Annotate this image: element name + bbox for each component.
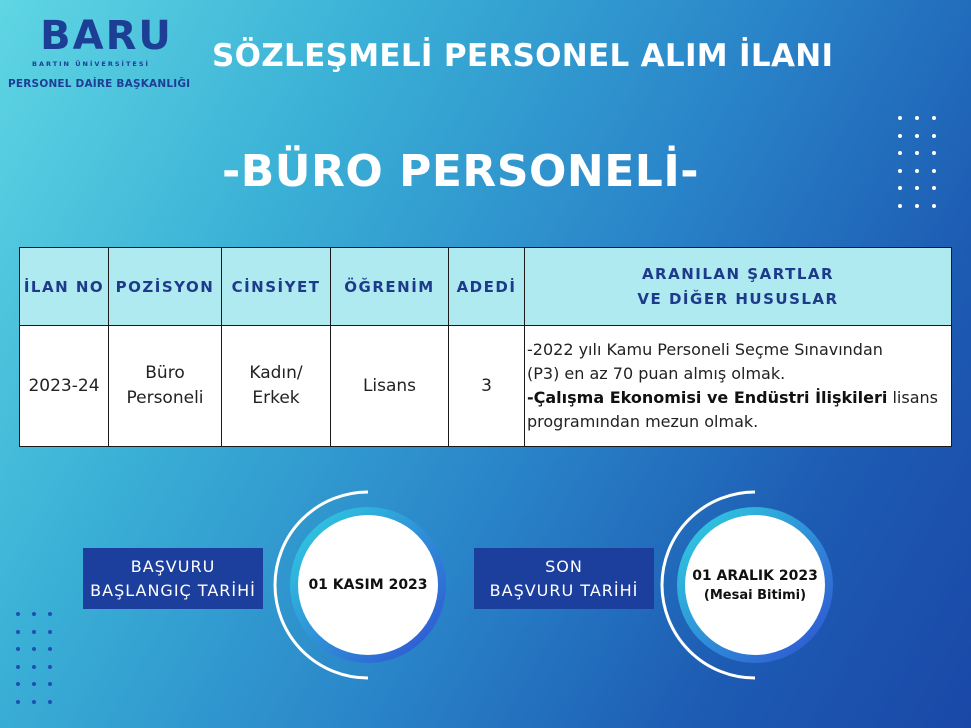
job-listing-table: [19, 247, 952, 447]
start-date-badge: [273, 490, 463, 680]
cell-requirements: [525, 326, 952, 447]
logo-wordmark: BARU: [40, 13, 173, 59]
header-ogrenim: ÖĞRENİM: [331, 248, 449, 326]
cell-adedi: 3: [449, 326, 525, 447]
header-ilan-no: İLAN NO: [20, 248, 109, 326]
position-title: -BÜRO PERSONELİ-: [222, 146, 699, 197]
end-date-badge: [660, 490, 850, 680]
cell-ilan-no: 2023-24: [20, 326, 109, 447]
end-label-line1: SON: [545, 556, 583, 576]
req2-rest: lisans: [887, 388, 938, 407]
start-date-text: [273, 490, 463, 680]
decorative-dots-right: [898, 116, 949, 221]
header-sartlar: [525, 248, 952, 326]
header-cinsiyet: CİNSİYET: [222, 248, 331, 326]
pozisyon-line1: Büro: [145, 363, 185, 383]
end-label-line2: BAŞVURU TARİHİ: [489, 580, 639, 600]
table-header-row: [20, 248, 952, 326]
req1-line1: -2022 yılı Kamu Personeli Seçme Sınavından: [527, 340, 883, 359]
university-logo: [8, 14, 213, 90]
req1-line2: (P3) en az 70 puan almış olmak.: [527, 364, 786, 383]
header-adedi: ADEDİ: [449, 248, 525, 326]
cell-pozisyon: [109, 326, 222, 447]
header-sartlar-line2: VE DİĞER HUSUSLAR: [637, 289, 839, 308]
header-pozisyon: POZİSYON: [109, 248, 222, 326]
cell-cinsiyet: [222, 326, 331, 447]
cinsiyet-line1: Kadın/: [249, 363, 303, 383]
start-label-line1: BAŞVURU: [130, 556, 216, 576]
pozisyon-line2: Personeli: [126, 388, 204, 408]
end-date-note: (Mesai Bitimi): [703, 587, 807, 603]
end-date-value: 01 ARALIK 2023: [692, 567, 818, 584]
cinsiyet-line2: Erkek: [252, 388, 300, 408]
start-label-line2: BAŞLANGIÇ TARİHİ: [90, 580, 256, 600]
logo-university-name: BARTIN ÜNİVERSİTESİ: [32, 60, 150, 68]
table-row: [20, 326, 952, 447]
end-date-text: [660, 490, 850, 680]
decorative-dots-left: [16, 612, 64, 717]
department-name: PERSONEL DAİRE BAŞKANLIĞI: [8, 78, 191, 90]
page-title: SÖZLEŞMELİ PERSONEL ALIM İLANI: [212, 38, 834, 74]
req2-bold: -Çalışma Ekonomisi ve Endüstri İlişkileri: [527, 388, 888, 407]
cell-ogrenim: Lisans: [331, 326, 449, 447]
req2-line2: programından mezun olmak.: [527, 412, 759, 431]
start-date-label: [83, 548, 263, 609]
start-date-value: 01 KASIM 2023: [308, 577, 428, 593]
end-date-label: [474, 548, 654, 609]
header-sartlar-line1: ARANILAN ŞARTLAR: [641, 264, 835, 283]
